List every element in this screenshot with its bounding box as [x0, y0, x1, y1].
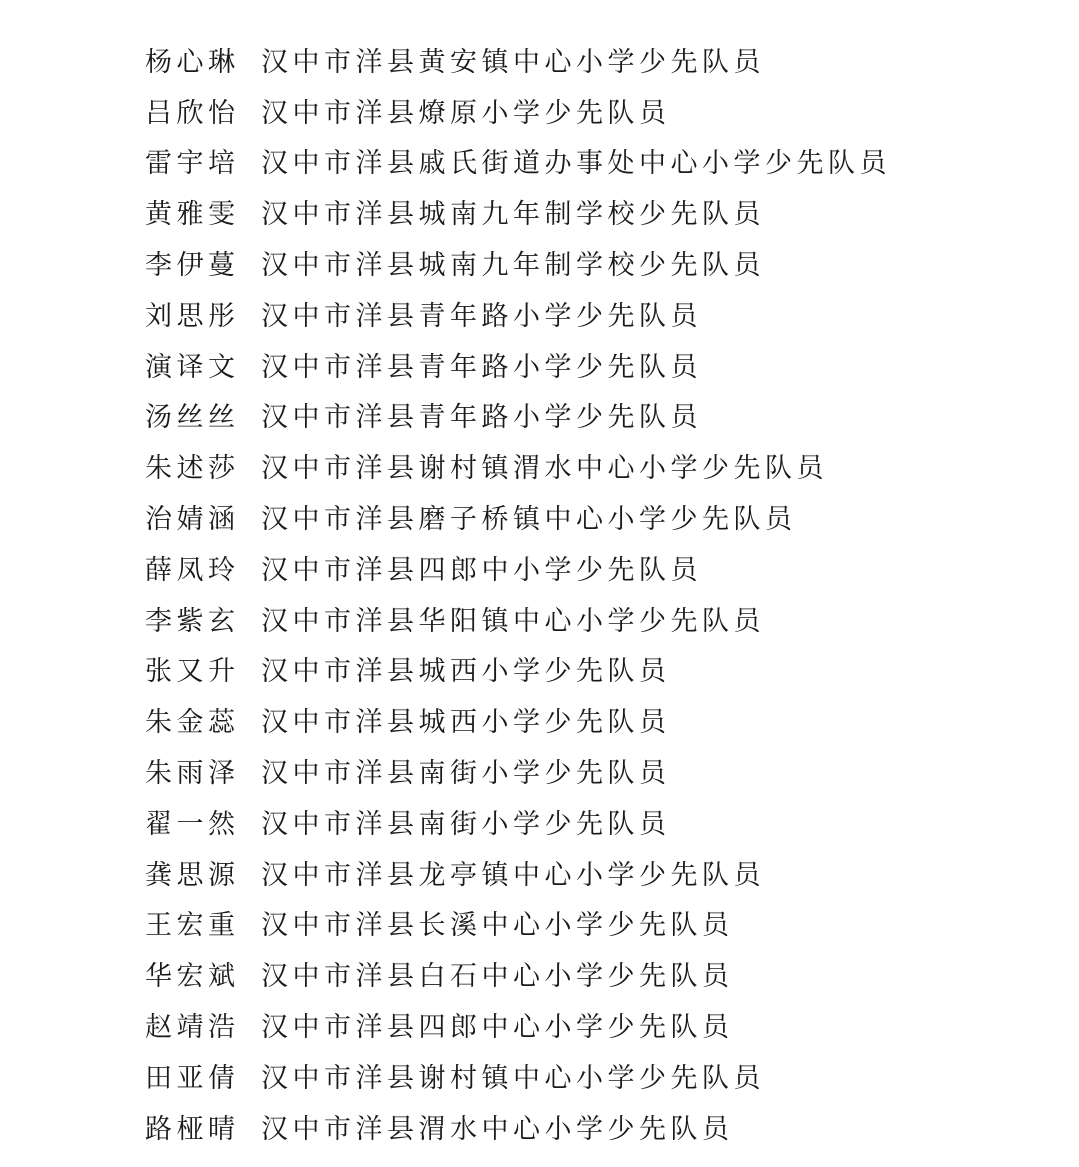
student-school-unit: 汉中市洋县戚氏街道办事处中心小学少先队员 — [261, 148, 891, 180]
student-school-unit: 汉中市洋县磨子桥镇中心小学少先队员 — [261, 504, 797, 536]
roster-row — [145, 745, 891, 796]
student-name: 李伊蔓 — [145, 250, 240, 282]
roster-row — [145, 999, 891, 1050]
student-school-unit: 汉中市洋县华阳镇中心小学少先队员 — [261, 605, 765, 637]
student-school-unit: 汉中市洋县谢村镇渭水中心小学少先队员 — [261, 453, 828, 485]
student-school-unit: 汉中市洋县城西小学少先队员 — [261, 707, 671, 739]
student-name: 吕欣怡 — [145, 97, 240, 129]
roster-row — [145, 136, 891, 187]
roster-row — [145, 85, 891, 136]
roster-row — [145, 339, 891, 390]
student-school-unit: 汉中市洋县青年路小学少先队员 — [261, 351, 702, 383]
student-school-unit: 汉中市洋县谢村镇中心小学少先队员 — [261, 1062, 765, 1094]
roster-row — [145, 390, 891, 441]
student-name: 龚思源 — [145, 859, 240, 891]
roster-row — [145, 847, 891, 898]
student-school-unit: 汉中市洋县城南九年制学校少先队员 — [261, 199, 765, 231]
student-name: 翟一然 — [145, 808, 240, 840]
roster-row — [145, 694, 891, 745]
roster-row — [145, 1101, 891, 1152]
student-school-unit: 汉中市洋县白石中心小学少先队员 — [261, 961, 734, 993]
roster-row — [145, 491, 891, 542]
student-name: 路桠晴 — [145, 1113, 240, 1145]
student-name: 华宏斌 — [145, 961, 240, 993]
roster-row — [145, 237, 891, 288]
student-name: 黄雅雯 — [145, 199, 240, 231]
student-name: 田亚倩 — [145, 1062, 240, 1094]
student-school-unit: 汉中市洋县渭水中心小学少先队员 — [261, 1113, 734, 1145]
student-name: 汤丝丝 — [145, 402, 240, 434]
student-name: 刘思彤 — [145, 300, 240, 332]
student-name: 王宏重 — [145, 910, 240, 942]
roster-row — [145, 440, 891, 491]
student-name: 雷宇培 — [145, 148, 240, 180]
student-name: 薛凤玲 — [145, 554, 240, 586]
student-school-unit: 汉中市洋县城西小学少先队员 — [261, 656, 671, 688]
roster-row — [145, 542, 891, 593]
roster-row — [145, 644, 891, 695]
roster-row — [145, 34, 891, 85]
student-name: 朱金蕊 — [145, 707, 240, 739]
student-school-unit: 汉中市洋县青年路小学少先队员 — [261, 300, 702, 332]
roster-row — [145, 1050, 891, 1101]
roster-row — [145, 796, 891, 847]
roster-row — [145, 288, 891, 339]
roster-row — [145, 948, 891, 999]
student-school-unit: 汉中市洋县青年路小学少先队员 — [261, 402, 702, 434]
student-name: 朱雨泽 — [145, 758, 240, 790]
roster-row — [145, 898, 891, 949]
student-name: 杨心琳 — [145, 46, 240, 78]
student-school-unit: 汉中市洋县长溪中心小学少先队员 — [261, 910, 734, 942]
student-school-unit: 汉中市洋县龙亭镇中心小学少先队员 — [261, 859, 765, 891]
student-school-unit: 汉中市洋县四郎中心小学少先队员 — [261, 1012, 734, 1044]
student-school-unit: 汉中市洋县南街小学少先队员 — [261, 758, 671, 790]
student-name: 赵靖浩 — [145, 1012, 240, 1044]
student-school-unit: 汉中市洋县四郎中小学少先队员 — [261, 554, 702, 586]
student-name: 张又升 — [145, 656, 240, 688]
student-name: 治婧涵 — [145, 504, 240, 536]
student-school-unit: 汉中市洋县黄安镇中心小学少先队员 — [261, 46, 765, 78]
student-school-unit: 汉中市洋县南街小学少先队员 — [261, 808, 671, 840]
roster-row — [145, 186, 891, 237]
roster-row — [145, 593, 891, 644]
student-name: 李紫玄 — [145, 605, 240, 637]
student-school-unit: 汉中市洋县城南九年制学校少先队员 — [261, 250, 765, 282]
honor-roster-list — [145, 34, 891, 1152]
student-school-unit: 汉中市洋县燎原小学少先队员 — [261, 97, 671, 129]
student-name: 演译文 — [145, 351, 240, 383]
student-name: 朱述莎 — [145, 453, 240, 485]
